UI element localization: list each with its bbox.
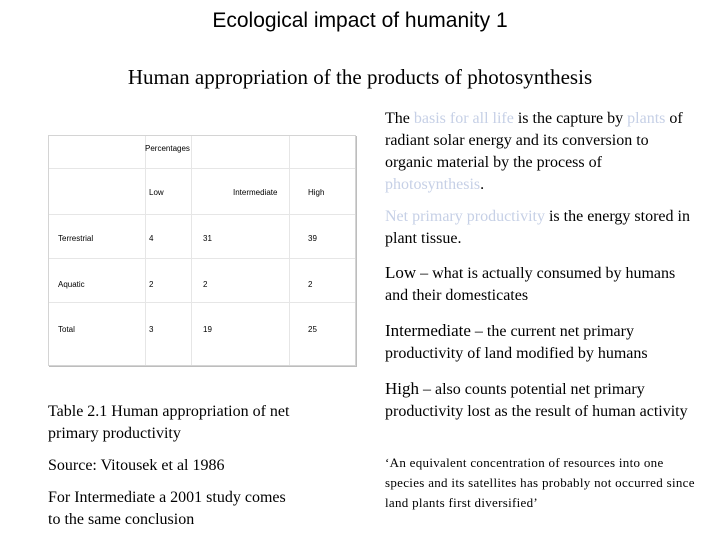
table-grid-line	[191, 136, 192, 365]
table-col-header-intermediate: Intermediate	[233, 188, 278, 197]
keyword-intermediate: Intermediate	[385, 321, 471, 340]
table-cell: 2	[203, 280, 208, 289]
table-row-label-total: Total	[58, 325, 75, 334]
table-cell: 3	[149, 325, 154, 334]
source-citation: Source: Vitousek et al 1986	[48, 457, 225, 474]
quote-text: ‘An equivalent concentration of resources into one species and its satellites has probably not occurred since land plants first diversified’	[385, 455, 695, 510]
table-group-header: Percentages	[145, 144, 190, 153]
text-span: – also counts potential net primary productivity lost as the result of human activity	[385, 381, 688, 420]
table-row-label-terrestrial: Terrestrial	[58, 234, 94, 243]
highlight-net-primary-productivity: Net primary productivity	[385, 208, 545, 225]
paragraph-high	[385, 378, 690, 423]
text-span: of radiant solar energy and its conversion to organic material by the process of	[385, 110, 683, 171]
keyword-high: High	[385, 379, 419, 398]
table-cell: 19	[203, 325, 212, 334]
table-cell: 2	[308, 280, 313, 289]
table-grid-line	[49, 214, 355, 215]
table-grid-line	[49, 168, 355, 169]
text-span: – what is actually consumed by humans and their domesticates	[385, 265, 676, 304]
table-cell: 25	[308, 325, 317, 334]
text-span: .	[480, 176, 485, 193]
slide-title: Ecological impact of humanity 1	[212, 9, 508, 32]
paragraph-photosynthesis	[385, 108, 690, 196]
table-cell: 4	[149, 234, 154, 243]
keyword-low: Low	[385, 263, 417, 282]
table-grid-line	[49, 302, 355, 303]
text-span: The	[385, 110, 414, 127]
text-span: – the current net primary productivity of land modified by humans	[385, 323, 648, 362]
text-span: is the energy stored in plant tissue.	[385, 208, 690, 247]
table-grid-line	[49, 258, 355, 259]
paragraph-npp	[385, 206, 690, 250]
intermediate-note: For Intermediate a 2001 study comes to the same conclusion	[48, 489, 286, 528]
highlight-basis-for-all-life: basis for all life	[413, 110, 514, 127]
table-cell: 39	[308, 234, 317, 243]
data-table	[48, 135, 356, 366]
paragraph-low	[385, 262, 690, 307]
table-cell: 2	[149, 280, 154, 289]
table-row-label-aquatic: Aquatic	[58, 280, 85, 289]
table-caption: Table 2.1 Human appropriation of net primary productivity	[48, 403, 290, 442]
text-span: is the capture by	[513, 110, 628, 127]
table-grid-line	[145, 136, 146, 365]
highlight-photosynthesis: photosynthesis	[385, 176, 481, 193]
table-col-header-low: Low	[149, 188, 164, 197]
table-col-header-high: High	[308, 188, 325, 197]
highlight-plants: plants	[627, 110, 666, 127]
paragraph-intermediate	[385, 320, 690, 365]
slide-subtitle: Human appropriation of the products of photosynthesis	[127, 65, 593, 89]
table-cell: 31	[203, 234, 212, 243]
table-grid-line	[289, 136, 290, 365]
